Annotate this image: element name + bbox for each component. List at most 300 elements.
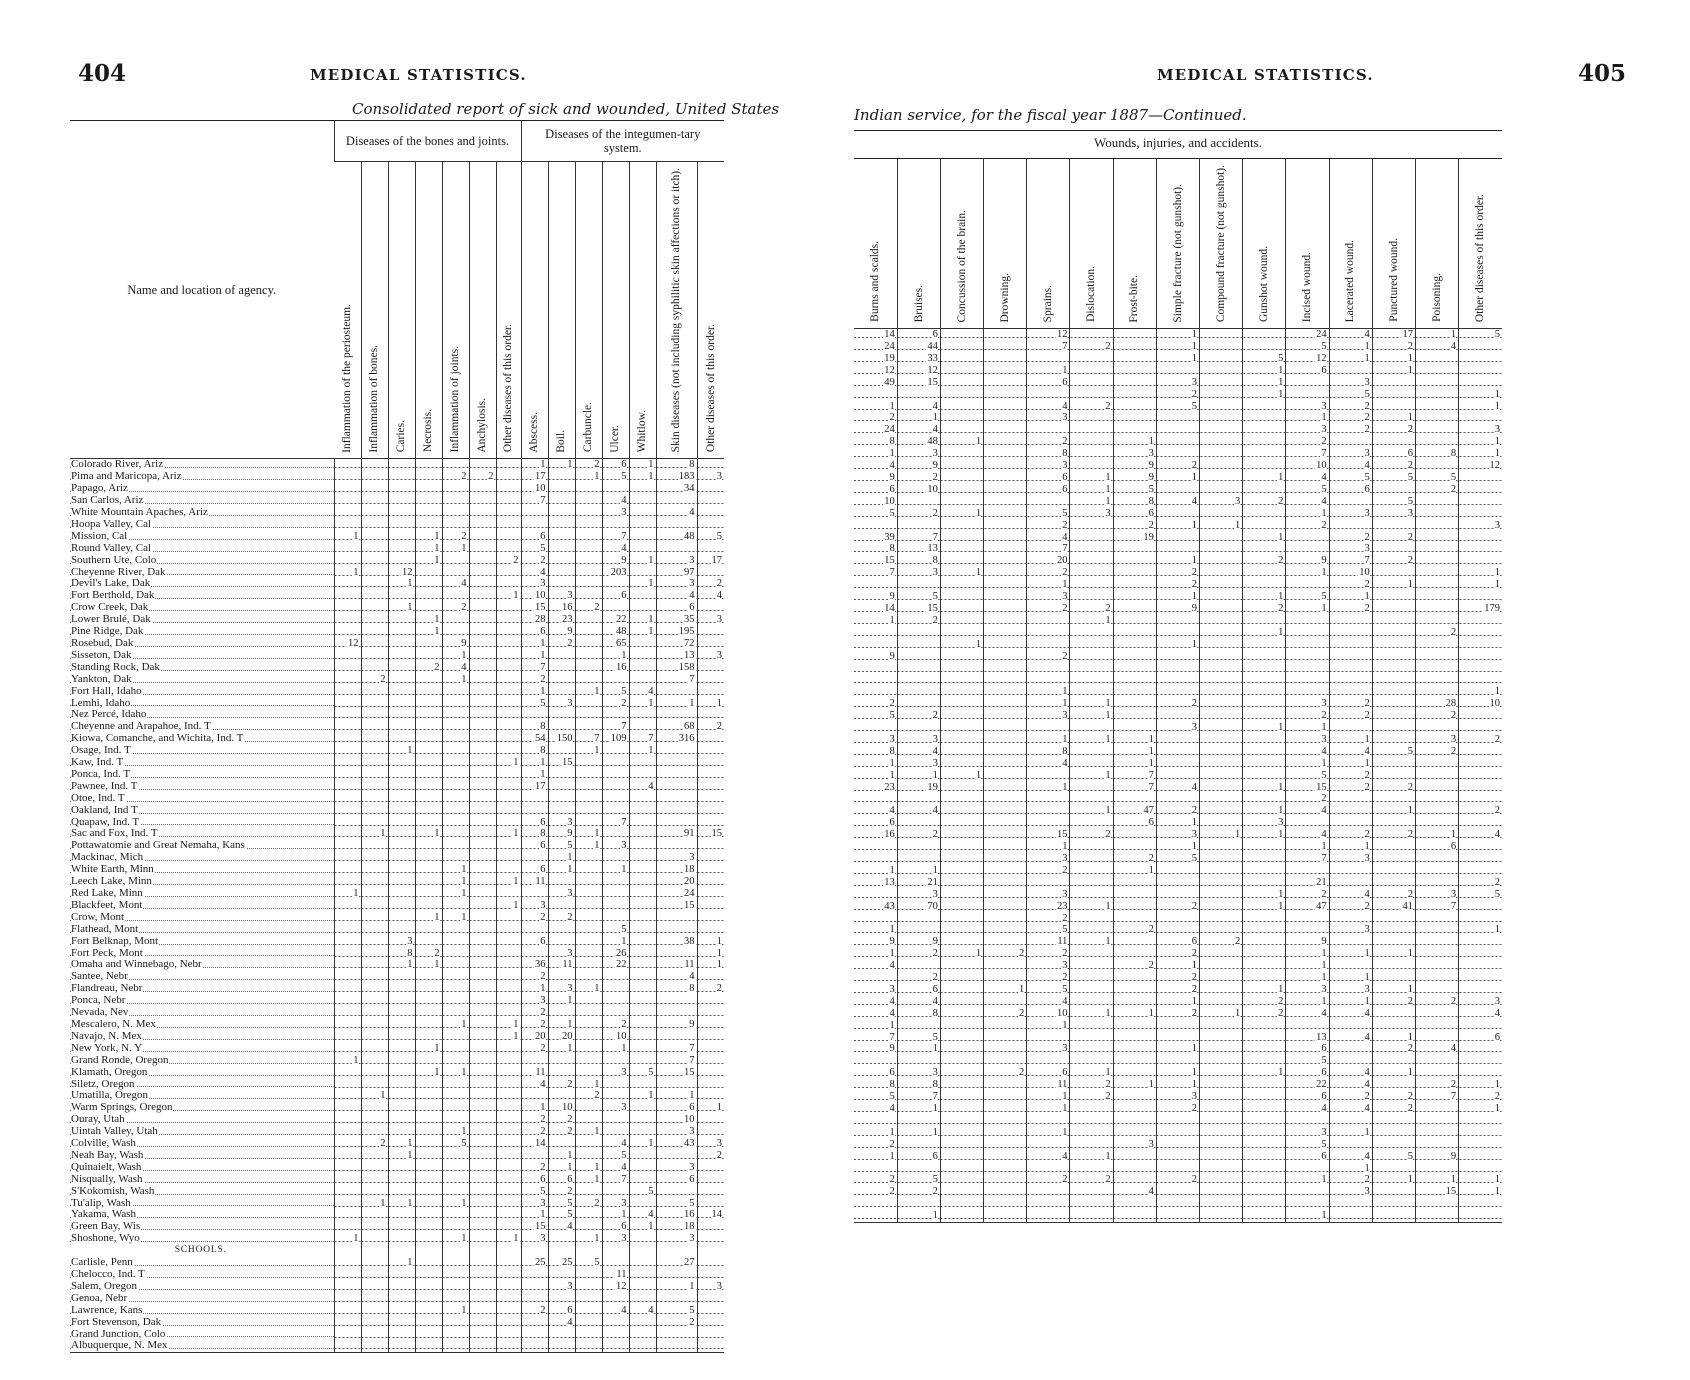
table-cell (1459, 734, 1502, 746)
table-cell (388, 567, 415, 579)
table-row (854, 1186, 1502, 1198)
table-cell (1156, 627, 1199, 639)
table-cell (1329, 972, 1372, 984)
table-cell (1243, 579, 1286, 591)
cell-value: 2 (716, 578, 723, 590)
table-cell (984, 1067, 1027, 1079)
table-cell (602, 471, 629, 483)
table-cell (361, 924, 388, 936)
table-row (70, 543, 724, 555)
table-cell (1329, 460, 1372, 472)
cell-value: 5 (540, 542, 546, 554)
table-cell (361, 781, 388, 793)
table-cell (1459, 663, 1502, 675)
table-cell (469, 1305, 496, 1317)
table-cell (388, 948, 415, 960)
table-cell (940, 353, 983, 365)
cell-value: 1 (1494, 1103, 1500, 1115)
cell-value: 97 (684, 566, 695, 578)
table-cell (602, 1055, 629, 1067)
table-cell (656, 1329, 697, 1341)
table-row (854, 1103, 1502, 1115)
table-cell (334, 769, 361, 781)
table-cell (629, 1067, 656, 1079)
cell-value: 1 (567, 995, 573, 1007)
table-cell (1027, 865, 1070, 877)
table-row (70, 805, 724, 817)
table-cell (897, 484, 940, 496)
table-cell (602, 888, 629, 900)
agency-name (70, 1198, 334, 1210)
table-row (854, 555, 1502, 567)
cell-value: 2 (1191, 1007, 1197, 1019)
cell-value: 3 (716, 1138, 723, 1150)
table-cell (442, 590, 469, 602)
table-cell (442, 543, 469, 555)
agency-name-text: Lower Brulé, Dak (71, 614, 151, 626)
table-cell (469, 936, 496, 948)
table-cell (897, 674, 940, 686)
table-cell (334, 567, 361, 579)
table-cell (602, 1126, 629, 1138)
cell-value: 10 (535, 590, 546, 602)
table-cell (496, 626, 521, 638)
table-cell (854, 698, 897, 710)
table-cell (1156, 1079, 1199, 1091)
table-cell (854, 1020, 897, 1032)
table-cell (415, 1198, 442, 1210)
table-cell (1113, 770, 1156, 782)
cell-value: 4 (567, 1316, 573, 1328)
table-cell (1113, 532, 1156, 544)
table-cell (496, 674, 521, 686)
cell-value: 1 (1278, 781, 1284, 793)
table-cell (1415, 615, 1458, 627)
table-cell (442, 483, 469, 495)
cell-value: 1 (975, 436, 982, 448)
cell-value: 15 (711, 828, 723, 840)
table-cell (548, 733, 575, 745)
table-cell (361, 686, 388, 698)
cell-value: 13 (684, 649, 695, 661)
table-row (70, 888, 724, 900)
table-cell (940, 627, 983, 639)
table-cell (1415, 710, 1458, 722)
table-row (70, 912, 724, 924)
table-cell (1286, 663, 1329, 675)
table-cell (1156, 543, 1199, 555)
table-cell (469, 1150, 496, 1162)
cell-value: 3 (1062, 1043, 1068, 1055)
table-cell (897, 936, 940, 948)
table-cell (548, 983, 575, 995)
cell-value: 5 (1407, 1150, 1413, 1162)
cell-value: 1 (1191, 555, 1197, 567)
cell-value: 150 (556, 733, 573, 745)
cell-value: 3 (716, 1280, 723, 1292)
cell-value: 5 (1191, 400, 1197, 412)
table-cell (656, 1317, 697, 1329)
table-cell (361, 483, 388, 495)
table-cell (1070, 1103, 1113, 1115)
table-cell (940, 758, 983, 770)
cell-value: 5 (889, 1091, 895, 1103)
agency-name-text: Green Bay, Wis (71, 1221, 141, 1233)
table-cell (697, 1317, 724, 1329)
cell-value: 23 (562, 614, 573, 626)
table-cell (629, 852, 656, 864)
table-cell (897, 555, 940, 567)
agency-name-text: Carlisle, Penn (71, 1257, 133, 1269)
table-cell (575, 1198, 602, 1210)
table-row (854, 472, 1502, 484)
agency-name (70, 1317, 334, 1329)
table-cell (442, 876, 469, 888)
table-cell (361, 1221, 388, 1233)
table-row (70, 1114, 724, 1126)
table-cell (1329, 913, 1372, 925)
agency-name-text: Hoopa Valley, Cal (71, 518, 152, 530)
cell-value: 3 (1321, 424, 1327, 436)
table-cell (548, 995, 575, 1007)
table-cell (940, 829, 983, 841)
agency-name-text: Fort Peck, Mont (71, 947, 143, 959)
table-cell (1113, 1139, 1156, 1151)
table-cell (1286, 1043, 1329, 1055)
table-cell (521, 1340, 548, 1352)
table-cell (697, 1221, 724, 1233)
agency-name-text: Red Lake, Minn (71, 888, 143, 899)
cell-value: 2 (1407, 341, 1413, 353)
agency-name-text: Sac and Fox, Ind. T (71, 828, 158, 840)
table-cell (1329, 948, 1372, 960)
table-cell (1372, 913, 1415, 925)
table-cell (496, 543, 521, 555)
table-cell (629, 519, 656, 531)
table-cell (656, 1114, 697, 1126)
column-header-label: Other diseases of this order. (1474, 194, 1487, 323)
table-row (70, 495, 724, 507)
cell-value: 3 (1062, 888, 1068, 900)
cell-value: 5 (1062, 507, 1068, 519)
cell-value: 2 (1450, 995, 1457, 1007)
cell-value: 1 (513, 899, 519, 911)
table-cell (1243, 484, 1286, 496)
table-cell (697, 674, 724, 686)
cell-value: 1 (380, 1197, 386, 1209)
table-cell (1372, 936, 1415, 948)
cell-value: 1 (1062, 686, 1068, 698)
table-cell (1372, 1115, 1415, 1127)
right-column-header-row (854, 159, 1502, 329)
cell-value: 1 (461, 1233, 467, 1245)
cell-value: 7 (1364, 555, 1370, 567)
table-cell (415, 1317, 442, 1329)
agency-name-text: Colville, Wash (71, 1138, 136, 1150)
agency-name (70, 733, 334, 745)
table-cell (496, 793, 521, 805)
cell-value: 1 (1364, 948, 1370, 960)
table-cell (469, 1221, 496, 1233)
cell-value: 1 (407, 745, 413, 757)
table-cell (1200, 1174, 1243, 1186)
agency-name-text: Lawrence, Kans (71, 1304, 143, 1316)
table-cell (415, 1007, 442, 1019)
table-cell (1329, 793, 1372, 805)
table-cell (1415, 948, 1458, 960)
table-cell (1027, 520, 1070, 532)
cell-value: 4 (1364, 888, 1370, 900)
table-cell (575, 1257, 602, 1269)
table-cell (521, 745, 548, 757)
table-cell (1286, 341, 1329, 353)
table-cell (984, 1151, 1027, 1163)
agency-name-text: New York, N. Y (71, 1042, 143, 1054)
table-cell (1415, 532, 1458, 544)
table-cell (388, 495, 415, 507)
agency-name (70, 1031, 334, 1043)
table-cell (334, 1269, 361, 1281)
cell-value: 2 (1105, 341, 1111, 353)
table-cell (897, 1139, 940, 1151)
cell-value: 3 (1105, 507, 1111, 519)
table-cell (361, 1305, 388, 1317)
table-cell (1243, 936, 1286, 948)
table-cell (1200, 817, 1243, 829)
table-cell (854, 496, 897, 508)
table-row (70, 1090, 724, 1102)
table-cell (1459, 460, 1502, 472)
table-row (854, 627, 1502, 639)
table-cell (1286, 448, 1329, 460)
table-cell (496, 876, 521, 888)
table-cell (697, 948, 724, 960)
table-cell (1113, 412, 1156, 424)
agency-name-text: Osage, Ind. T (71, 745, 131, 757)
table-row (70, 948, 724, 960)
column-header (656, 162, 697, 459)
table-cell (697, 507, 724, 519)
agency-name (70, 1102, 334, 1114)
table-cell (940, 734, 983, 746)
cell-value: 16 (616, 661, 627, 673)
table-cell (469, 840, 496, 852)
cell-value: 11 (562, 959, 573, 971)
table-cell (1372, 460, 1415, 472)
cell-value: 1 (716, 935, 723, 947)
table-cell (548, 1079, 575, 1091)
cell-value: 1 (1148, 436, 1154, 448)
table-cell (1156, 329, 1199, 341)
cell-value: 5 (716, 530, 723, 542)
table-cell (361, 852, 388, 864)
cell-value: 10 (884, 495, 895, 507)
cell-value: 5 (648, 1066, 654, 1078)
table-cell (442, 864, 469, 876)
cell-value: 1 (1062, 781, 1068, 793)
table-cell (575, 1067, 602, 1079)
cell-value: 15 (1316, 781, 1327, 793)
cell-value: 1 (461, 1304, 467, 1316)
cell-value: 1 (716, 947, 723, 959)
table-cell (521, 543, 548, 555)
table-cell (984, 365, 1027, 377)
table-cell (629, 698, 656, 710)
table-cell (469, 602, 496, 614)
table-cell (1200, 972, 1243, 984)
table-cell (984, 865, 1027, 877)
cell-value: 7 (1148, 769, 1154, 781)
table-cell (548, 757, 575, 769)
table-cell (656, 1019, 697, 1031)
table-row (70, 602, 724, 614)
cell-value: 1 (1105, 805, 1111, 817)
table-cell (656, 924, 697, 936)
table-cell (548, 1114, 575, 1126)
table-cell (656, 948, 697, 960)
table-row (70, 876, 724, 888)
table-cell (442, 1340, 469, 1352)
table-cell (415, 948, 442, 960)
table-cell (521, 674, 548, 686)
cell-value: 11 (1057, 936, 1068, 948)
table-row (70, 1293, 724, 1305)
table-cell (1156, 972, 1199, 984)
table-row (854, 698, 1502, 710)
table-cell (548, 1209, 575, 1221)
table-cell (1286, 1198, 1329, 1210)
cell-value: 1 (594, 471, 600, 483)
cell-value: 316 (678, 733, 695, 745)
table-cell (334, 1293, 361, 1305)
table-cell (334, 733, 361, 745)
table-cell (388, 1019, 415, 1031)
cell-value: 1 (1407, 1174, 1413, 1186)
table-cell (602, 1221, 629, 1233)
table-cell (1329, 412, 1372, 424)
agency-name (70, 948, 334, 960)
cell-value: 2 (932, 972, 938, 984)
cell-value: 2 (932, 710, 938, 722)
table-cell (656, 1209, 697, 1221)
table-cell (1286, 520, 1329, 532)
agency-name-text: San Carlos, Ariz (71, 495, 144, 507)
table-row (854, 793, 1502, 805)
table-cell (984, 817, 1027, 829)
table-cell (1113, 1043, 1156, 1055)
table-cell (388, 1186, 415, 1198)
table-cell (442, 828, 469, 840)
section-row (70, 1245, 724, 1257)
table-cell (521, 1257, 548, 1269)
table-cell (548, 1245, 575, 1257)
agency-name (70, 745, 334, 757)
cell-value: 1 (1278, 900, 1284, 912)
table-cell (415, 638, 442, 650)
table-cell (415, 1174, 442, 1186)
agency-name (70, 567, 334, 579)
table-cell (1459, 924, 1502, 936)
cell-value: 1 (889, 1019, 895, 1031)
table-cell (656, 1305, 697, 1317)
agency-name-text: Nisqually, Wash (71, 1173, 143, 1185)
table-cell (1027, 746, 1070, 758)
cell-value: 7 (1062, 341, 1068, 353)
table-cell (388, 828, 415, 840)
cell-value: 3 (1364, 983, 1370, 995)
table-cell (1286, 770, 1329, 782)
table-cell (361, 1281, 388, 1293)
table-cell (697, 519, 724, 531)
cell-value: 2 (889, 1174, 895, 1186)
table-cell (1329, 1067, 1372, 1079)
table-cell (496, 1067, 521, 1079)
table-cell (656, 614, 697, 626)
table-cell (575, 1114, 602, 1126)
agency-name (70, 828, 334, 840)
cell-value: 1 (1278, 591, 1284, 603)
table-cell (1070, 365, 1113, 377)
table-cell (697, 1209, 724, 1221)
table-cell (1286, 1032, 1329, 1044)
table-cell (496, 555, 521, 567)
table-cell (442, 1293, 469, 1305)
table-cell (388, 698, 415, 710)
table-cell (1113, 865, 1156, 877)
cell-value: 34 (684, 483, 695, 495)
table-cell (388, 626, 415, 638)
table-cell (1070, 877, 1113, 889)
column-header (334, 162, 361, 459)
cell-value: 2 (1278, 995, 1284, 1007)
table-cell (388, 674, 415, 686)
cell-value: 1 (621, 864, 627, 876)
table-cell (415, 900, 442, 912)
table-cell (897, 436, 940, 448)
table-cell (1200, 412, 1243, 424)
cell-value: 5 (1364, 472, 1370, 484)
cell-value: 1 (594, 1161, 600, 1173)
table-cell (361, 1090, 388, 1102)
table-cell (415, 674, 442, 686)
table-cell (361, 936, 388, 948)
table-cell (1286, 960, 1329, 972)
table-cell (897, 1067, 940, 1079)
table-cell (361, 1150, 388, 1162)
table-cell (1156, 924, 1199, 936)
cell-value: 109 (610, 733, 627, 745)
agency-name (70, 543, 334, 555)
table-cell (469, 567, 496, 579)
table-cell (1459, 365, 1502, 377)
table-cell (1243, 1020, 1286, 1032)
table-cell (1200, 889, 1243, 901)
table-cell (334, 793, 361, 805)
cell-value: 15 (535, 1221, 546, 1233)
table-cell (521, 1198, 548, 1210)
cell-value: 1 (1321, 1174, 1327, 1186)
table-cell (940, 698, 983, 710)
table-cell (575, 745, 602, 757)
table-cell (1070, 996, 1113, 1008)
table-cell (496, 971, 521, 983)
table-row (854, 579, 1502, 591)
table-row (854, 639, 1502, 651)
cell-value: 1 (407, 1149, 413, 1161)
table-cell (496, 1174, 521, 1186)
table-cell (388, 1138, 415, 1150)
cell-value: 1 (648, 745, 654, 757)
